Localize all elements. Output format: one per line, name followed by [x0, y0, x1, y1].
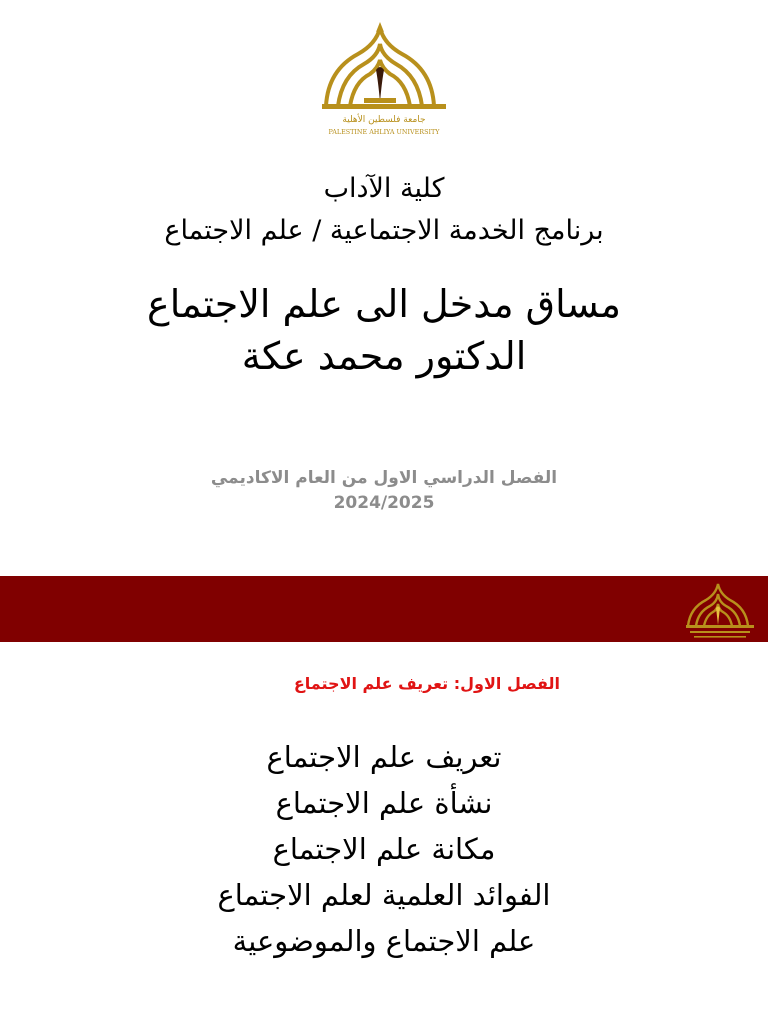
university-logo-icon — [318, 18, 450, 140]
university-logo-small-icon — [684, 580, 756, 642]
list-item: علم الاجتماع والموضوعية — [232, 924, 536, 958]
college-name: كلية الآداب — [323, 173, 445, 204]
list-item: مكانة علم الاجتماع — [272, 832, 496, 866]
logo-arabic-name: جامعة فلسطين الأهلية — [342, 115, 426, 125]
program-name: برنامج الخدمة الاجتماعية / علم الاجتماع — [164, 215, 604, 246]
chapter-heading: الفصل الاول: تعريف علم الاجتماع — [293, 674, 560, 693]
course-block — [60, 278, 708, 382]
list-item: الفوائد العلمية لعلم الاجتماع — [217, 878, 551, 912]
chapter-slide — [0, 576, 768, 1024]
instructor-name: الدكتور محمد عكة — [241, 334, 527, 378]
topic-list — [120, 734, 648, 964]
logo-english-name: PALESTINE AHLIYA UNIVERSITY — [328, 128, 440, 136]
list-item: نشأة علم الاجتماع — [275, 786, 493, 820]
academic-year: 2024/2025 — [333, 493, 435, 513]
semester-label: الفصل الدراسي الاول من العام الاكاديمي — [210, 468, 558, 488]
college-block — [150, 168, 618, 252]
list-item: تعريف علم الاجتماع — [266, 740, 502, 774]
course-title: مساق مدخل الى علم الاجتماع — [147, 282, 621, 326]
header-band — [0, 576, 768, 642]
semester-block — [100, 466, 668, 516]
